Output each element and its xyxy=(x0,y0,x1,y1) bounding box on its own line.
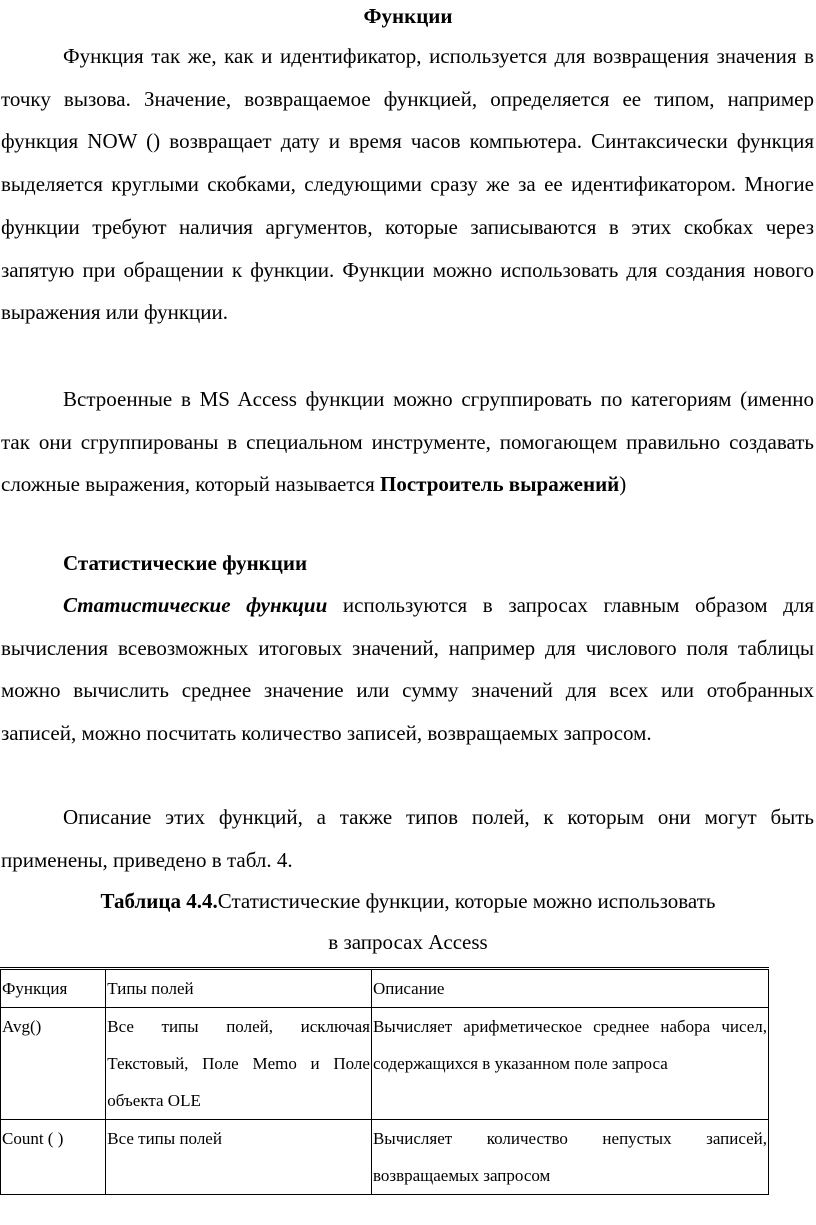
paragraph-builtin-functions xyxy=(1,378,814,506)
table-cell-field-types: Все типы полей xyxy=(106,1120,372,1195)
table-header-row xyxy=(1,969,769,1008)
table-caption-line1: Статистические функции, которые можно использовать xyxy=(217,889,716,913)
table-cell-function: Count ( ) xyxy=(1,1120,106,1195)
paragraph-statistical-text: используются в запросах главным образом для вычисления всевозможных итоговых значений, например для числового поля таблицы можно вычислить среднее значение или сумму значений для всех или отобранных записей, можно посчитать количество записей, возвращаемых запросом. xyxy=(1,593,814,746)
expression-builder-term: Построитель выражений xyxy=(380,472,620,497)
table-row xyxy=(1,1008,769,1120)
paragraph-table-reference: Описание этих функций, а также типов полей, к которым они могут быть применены, приведено в табл. 4. xyxy=(1,805,814,872)
table-header-cell: Функция xyxy=(1,969,106,1008)
section-heading-statistical: Статистические функции xyxy=(63,551,308,575)
table-cell-function: Avg() xyxy=(1,1008,106,1120)
table-row xyxy=(1,1120,769,1195)
table-header-cell: Описание xyxy=(371,969,768,1008)
table-cell-description: Вычисляет арифметическое среднее набора чисел, содержащихся в указанном поле запроса xyxy=(371,1008,768,1120)
paragraph-builtin-close: ) xyxy=(619,472,627,497)
statistical-functions-term: Статистические функции xyxy=(63,593,328,617)
page-title: Функции xyxy=(363,4,453,28)
table-caption xyxy=(0,880,816,922)
statistical-functions-table xyxy=(0,967,769,1195)
paragraph-builtin-text: Встроенные в MS Access функции можно сгруппировать по категориям (именно так они сгруппированы в специальном инструменте, помогающем правильно создавать сложные выражения, который называется xyxy=(1,387,814,497)
paragraph-functions-intro: Функция так же, как и идентификатор, используется для возвращения значения в точку вызова. Значение, возвращаемое функцией, определяется ее типом, например функция NOW () возвращает дату и время часов компьютера. Синтаксически функция выделяется круглыми скобками, следующими сразу же за ее идентификатором. Многие функции требуют наличия аргументов, которые записываются в этих скобках через запятую при обращении к функции. Функции можно использовать для создания нового выражения или функции. xyxy=(1,44,814,325)
table-cell-field-types: Все типы полей, исключая Текстовый, Поле Memo и Поле объекта OLE xyxy=(106,1008,372,1120)
paragraph-statistical xyxy=(1,584,814,755)
table-header-cell: Типы полей xyxy=(106,969,372,1008)
table-caption-label: Таблица 4.4. xyxy=(100,889,218,913)
table-caption-line2: в запросах Access xyxy=(328,930,488,954)
table-cell-description: Вычисляет количество непустых записей, возвращаемых запросом xyxy=(371,1120,768,1195)
